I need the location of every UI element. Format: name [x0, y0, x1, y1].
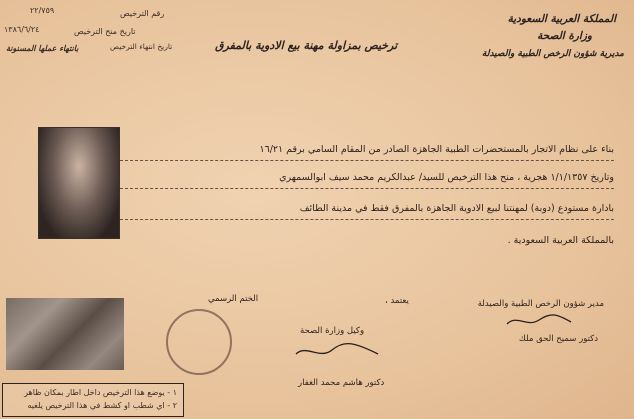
renewal-note: بانتهاء عملها المسنونة	[6, 44, 79, 53]
body-rule-3	[120, 219, 614, 220]
note-line-2: ٢ - اي شطب او كشط في هذا الترخيص يلغيه	[27, 401, 177, 410]
deputy-title: وكيل وزارة الصحة	[300, 326, 365, 336]
body-line-1: بناء على نظام الاتجار بالمستحضرات الطبية الجاهزة الصادر من المقام السامي برقم ١٦/٢١	[259, 144, 614, 155]
deputy-signature	[292, 340, 382, 362]
body-line-4: بالمملكة العربية السعودية .	[507, 235, 614, 246]
header-kingdom: المملكة العربية السعودية	[507, 13, 616, 25]
license-number-label: رقم الترخيص	[120, 9, 165, 18]
revenue-stamps	[6, 298, 124, 370]
director-signature	[505, 312, 575, 330]
header-ministry: وزارة الصحة	[537, 30, 592, 42]
approved-label: يعتمد ،	[385, 296, 409, 306]
director-name: دكتور سميح الحق ملك	[518, 334, 598, 344]
header-directorate: مديرية شؤون الرخص الطبية والصيدلة	[481, 49, 624, 59]
issue-date-value: ١٣٨٦/٦/٢٤	[4, 25, 40, 34]
body-rule-1	[120, 160, 614, 161]
renewal-date-label: تاريخ انتهاء الترخيص	[110, 42, 173, 51]
license-number-value: ٢٢/٧٥٩	[30, 6, 55, 15]
document-title: ترخيص بمزاولة مهنة بيع الادوية بالمفرق	[215, 39, 398, 52]
body-line-3: بادارة مستودع (دوبة) لمهنتنا لبيع الادوية الجاهزة بالمفرق فقط في مدينة الطائف	[299, 203, 614, 214]
body-rule-2	[120, 188, 614, 189]
director-title: مدير شؤون الرخص الطبية والصيدلة	[477, 299, 604, 309]
body-line-2: وتاريخ ١/١/١٣٥٧ هجرية ، منح هذا الترخيص للسيد/ عبدالكريم محمد سيف ابوالسمهري	[279, 172, 614, 183]
applicant-photo	[38, 127, 120, 239]
note-line-1: ١ - يوضع هذا الترخيص داخل اطار بمكان ظاهر	[24, 388, 177, 397]
notes-box	[2, 383, 184, 417]
official-stamp-label: الختم الرسمي	[208, 294, 259, 304]
official-seal	[166, 309, 232, 375]
deputy-name: دكتور هاشم محمد الغفار	[298, 378, 385, 388]
issue-date-label: تاريخ منح الترخيص	[74, 27, 136, 36]
